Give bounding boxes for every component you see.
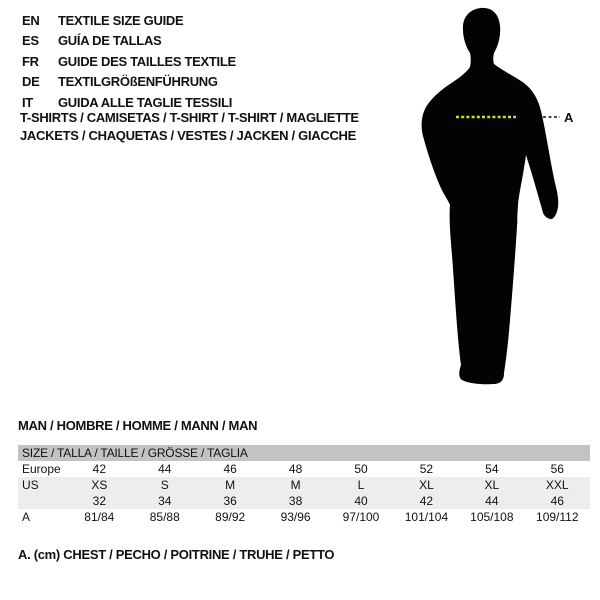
- language-label: GUIDE DES TAILLES TEXTILE: [58, 53, 236, 69]
- table-cell: XXL: [545, 478, 569, 492]
- table-cell: 97/100: [342, 510, 380, 524]
- table-cell: 101/104: [404, 510, 449, 524]
- measure-legend-note: A. (cm) CHEST / PECHO / POITRINE / TRUHE / PETTO: [18, 547, 335, 562]
- language-label: GUIDA ALLE TAGLIE TESSILI: [58, 94, 233, 110]
- table-cell: 44: [485, 494, 499, 508]
- table-cell: 42: [419, 494, 434, 508]
- table-cell: 36: [223, 494, 237, 508]
- language-label: TEXTILGRÖßENFÜHRUNG: [58, 74, 218, 90]
- table-cell: 32: [92, 494, 106, 508]
- table-cell: 46: [223, 462, 237, 476]
- size-table-header: SIZE / TALLA / TAILLE / GRÖSSE / TAGLIA: [18, 445, 590, 461]
- language-code: ES: [22, 33, 39, 49]
- table-cell: S: [160, 478, 169, 492]
- language-code: FR: [22, 53, 39, 69]
- table-cell: XL: [484, 478, 500, 492]
- row-label: A: [22, 510, 31, 524]
- table-cell: L: [357, 478, 365, 492]
- language-label: TEXTILE SIZE GUIDE: [58, 13, 184, 28]
- table-cell: M: [290, 478, 301, 492]
- man-silhouette-figure: [405, 5, 575, 390]
- table-cell: 56: [550, 462, 564, 476]
- language-row-es: [22, 31, 236, 51]
- table-cell: 38: [288, 494, 303, 508]
- table-cell: 44: [158, 462, 172, 476]
- table-cell: 105/108: [470, 510, 514, 524]
- language-code: EN: [22, 13, 40, 28]
- language-code: IT: [22, 94, 33, 110]
- language-row-de: [22, 72, 236, 92]
- garment-line-jackets: JACKETS / CHAQUETAS / VESTES / JACKEN / GIACCHE: [20, 127, 356, 143]
- table-cell: 109/112: [536, 510, 579, 524]
- table-cell: 34: [158, 494, 172, 508]
- table-cell: 40: [354, 494, 368, 508]
- table-cell: 50: [354, 462, 368, 476]
- row-label: US: [22, 478, 39, 492]
- language-code: DE: [22, 74, 40, 90]
- table-cell: M: [225, 478, 236, 492]
- table-cell: XS: [91, 478, 108, 492]
- section-title-man: MAN / HOMBRE / HOMME / MANN / MAN: [18, 418, 258, 433]
- row-label: Europe: [22, 462, 61, 476]
- language-row-en: [22, 11, 236, 31]
- table-cell: 89/92: [215, 510, 246, 524]
- garment-line-tshirts: T-SHIRTS / CAMISETAS / T-SHIRT / T-SHIRT / MAGLIETTE: [20, 110, 359, 125]
- table-cell: 85/88: [149, 510, 180, 524]
- man-silhouette: [422, 8, 559, 384]
- table-cell: 46: [550, 494, 564, 508]
- measure-label-a: A: [564, 110, 574, 125]
- language-row-fr: [22, 52, 236, 72]
- language-list: [22, 11, 236, 113]
- row-label: [18, 493, 67, 509]
- table-cell: 52: [419, 462, 434, 476]
- garment-categories: [20, 109, 359, 144]
- table-row-us: [18, 477, 590, 493]
- table-row-numeric: [18, 493, 590, 509]
- language-label: GUÍA DE TALLAS: [58, 33, 162, 49]
- table-cell: 93/96: [280, 510, 311, 524]
- table-row-europe: [18, 461, 590, 477]
- table-cell: 54: [485, 462, 499, 476]
- table-row-chest-a: [18, 509, 590, 525]
- table-cell: 81/84: [84, 510, 115, 524]
- table-cell: XL: [419, 478, 434, 492]
- table-cell: 42: [92, 462, 106, 476]
- size-table: [18, 445, 590, 525]
- table-cell: 48: [288, 462, 303, 476]
